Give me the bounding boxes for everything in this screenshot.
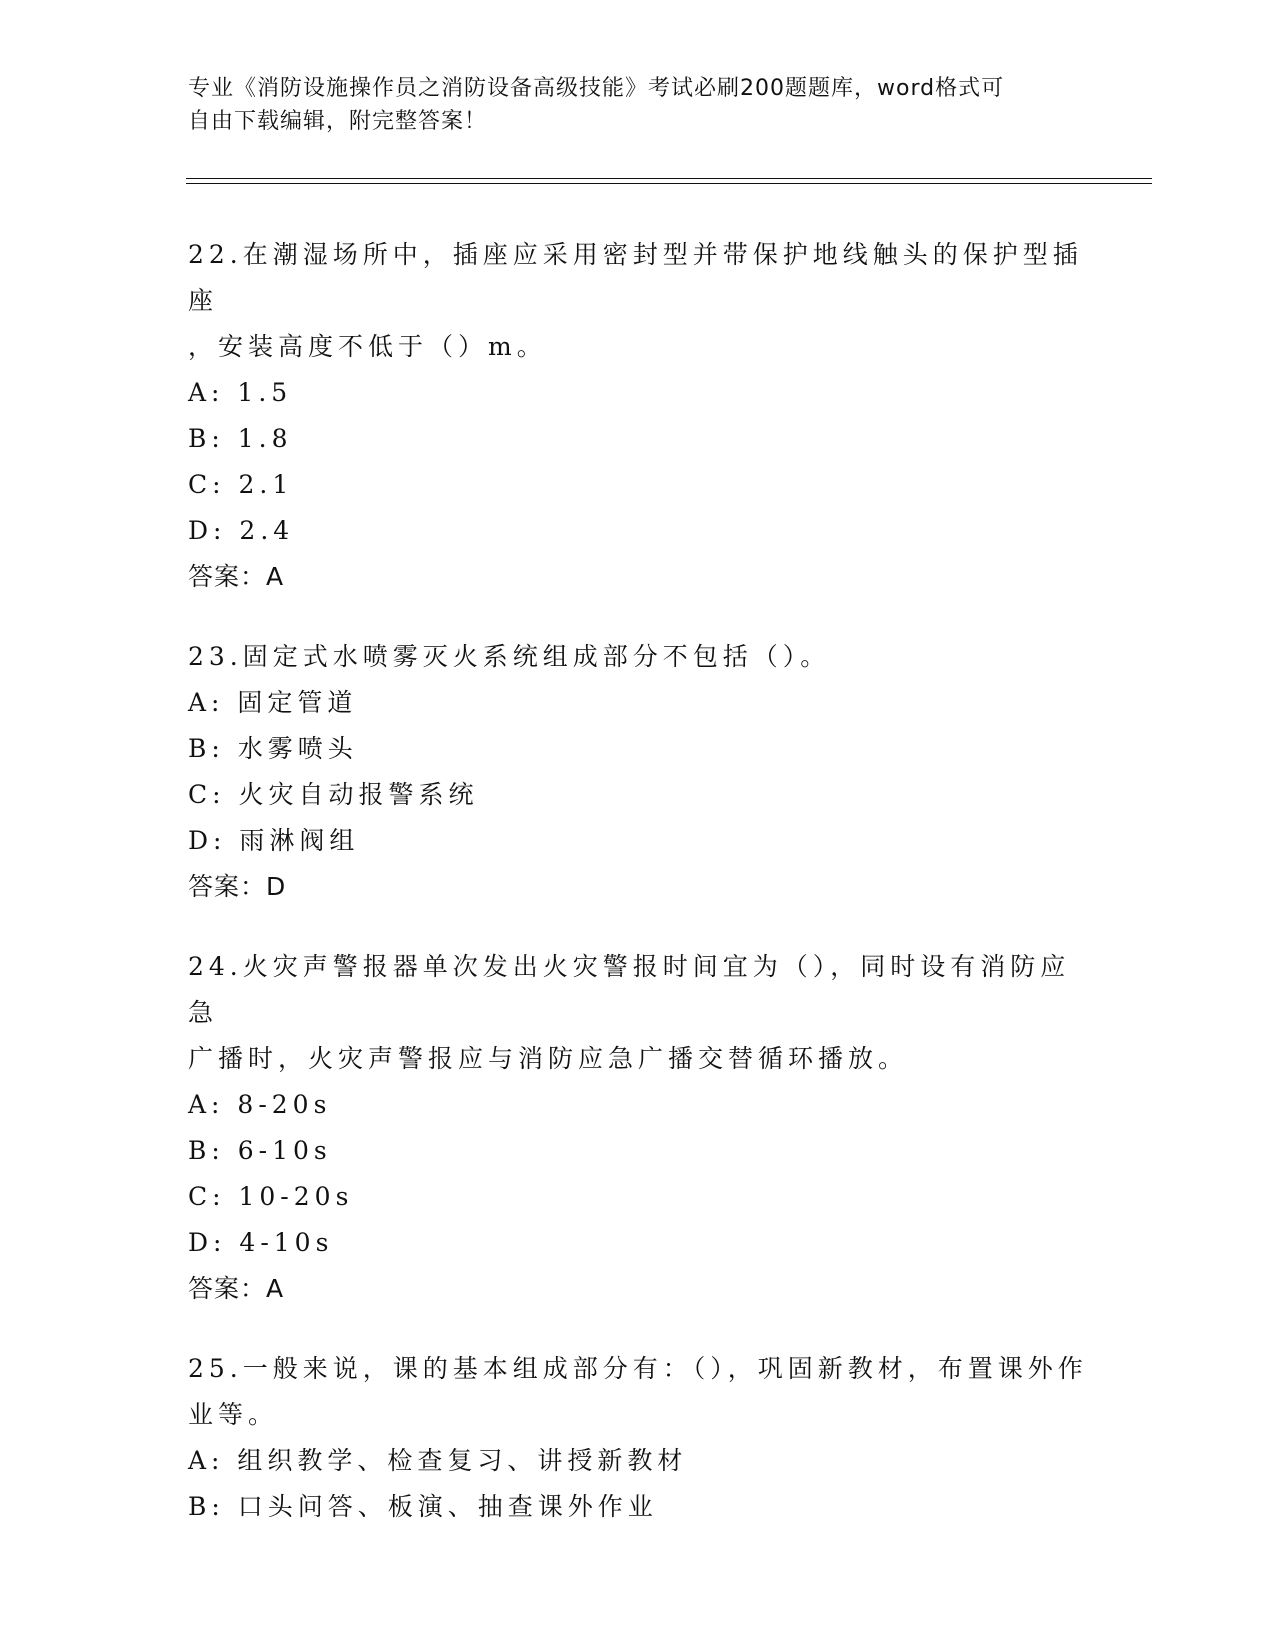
option-d: D: 2.4 — [188, 516, 295, 545]
option-d: D: 雨淋阀组 — [188, 826, 360, 855]
question-24 — [188, 944, 1088, 1312]
option-b: B: 口头问答、板演、抽查课外作业 — [188, 1492, 658, 1521]
option-list — [188, 1438, 1088, 1530]
question-stem — [188, 944, 1088, 1082]
question-stem-line: 广播时，火灾声警报应与消防应急广播交替循环播放。 — [188, 1044, 909, 1073]
option-a: A: 8-20s — [188, 1090, 332, 1119]
question-stem-line: 业等。 — [188, 1400, 279, 1429]
option-list — [188, 370, 1088, 554]
question-22 — [188, 232, 1088, 600]
option-c: C: 10-20s — [188, 1182, 354, 1211]
question-stem-line: 23.固定式水喷雾灭火系统组成部分不包括（）。 — [188, 642, 831, 671]
question-stem — [188, 634, 1088, 680]
document-header — [188, 72, 1078, 138]
option-b: B: 1.8 — [188, 424, 293, 453]
question-stem-line: 24.火灾声警报器单次发出火灾警报时间宜为（），同时设有消防应急 — [188, 952, 1071, 1027]
option-c: C: 2.1 — [188, 470, 294, 499]
question-25 — [188, 1346, 1088, 1530]
header-line-2: 自由下载编辑，附完整答案！ — [188, 109, 488, 134]
option-b: B: 水雾喷头 — [188, 734, 358, 763]
answer-line: 答案：D — [188, 872, 287, 901]
header-line-1: 专业《消防设施操作员之消防设备高级技能》考试必刷200题题库，word格式可 — [188, 76, 1005, 101]
question-stem — [188, 232, 1088, 370]
option-c: C: 火灾自动报警系统 — [188, 780, 479, 809]
header-divider-bottom — [186, 183, 1152, 184]
option-a: A: 1.5 — [188, 378, 293, 407]
question-stem — [188, 1346, 1088, 1438]
option-d: D: 4-10s — [188, 1228, 334, 1257]
question-stem-line: ，安装高度不低于（）m。 — [188, 332, 547, 361]
question-list — [188, 232, 1088, 1564]
option-b: B: 6-10s — [188, 1136, 332, 1165]
question-stem-line: 25.一般来说，课的基本组成部分有：（），巩固新教材，布置课外作 — [188, 1354, 1088, 1383]
question-23 — [188, 634, 1088, 910]
header-divider-top — [186, 178, 1152, 179]
option-a: A: 组织教学、检查复习、讲授新教材 — [188, 1446, 688, 1475]
option-a: A: 固定管道 — [188, 688, 358, 717]
question-stem-line: 22.在潮湿场所中，插座应采用密封型并带保护地线触头的保护型插座 — [188, 240, 1083, 315]
option-list — [188, 680, 1088, 864]
answer-line: 答案：A — [188, 1274, 285, 1303]
option-list — [188, 1082, 1088, 1266]
answer-line: 答案：A — [188, 562, 285, 591]
